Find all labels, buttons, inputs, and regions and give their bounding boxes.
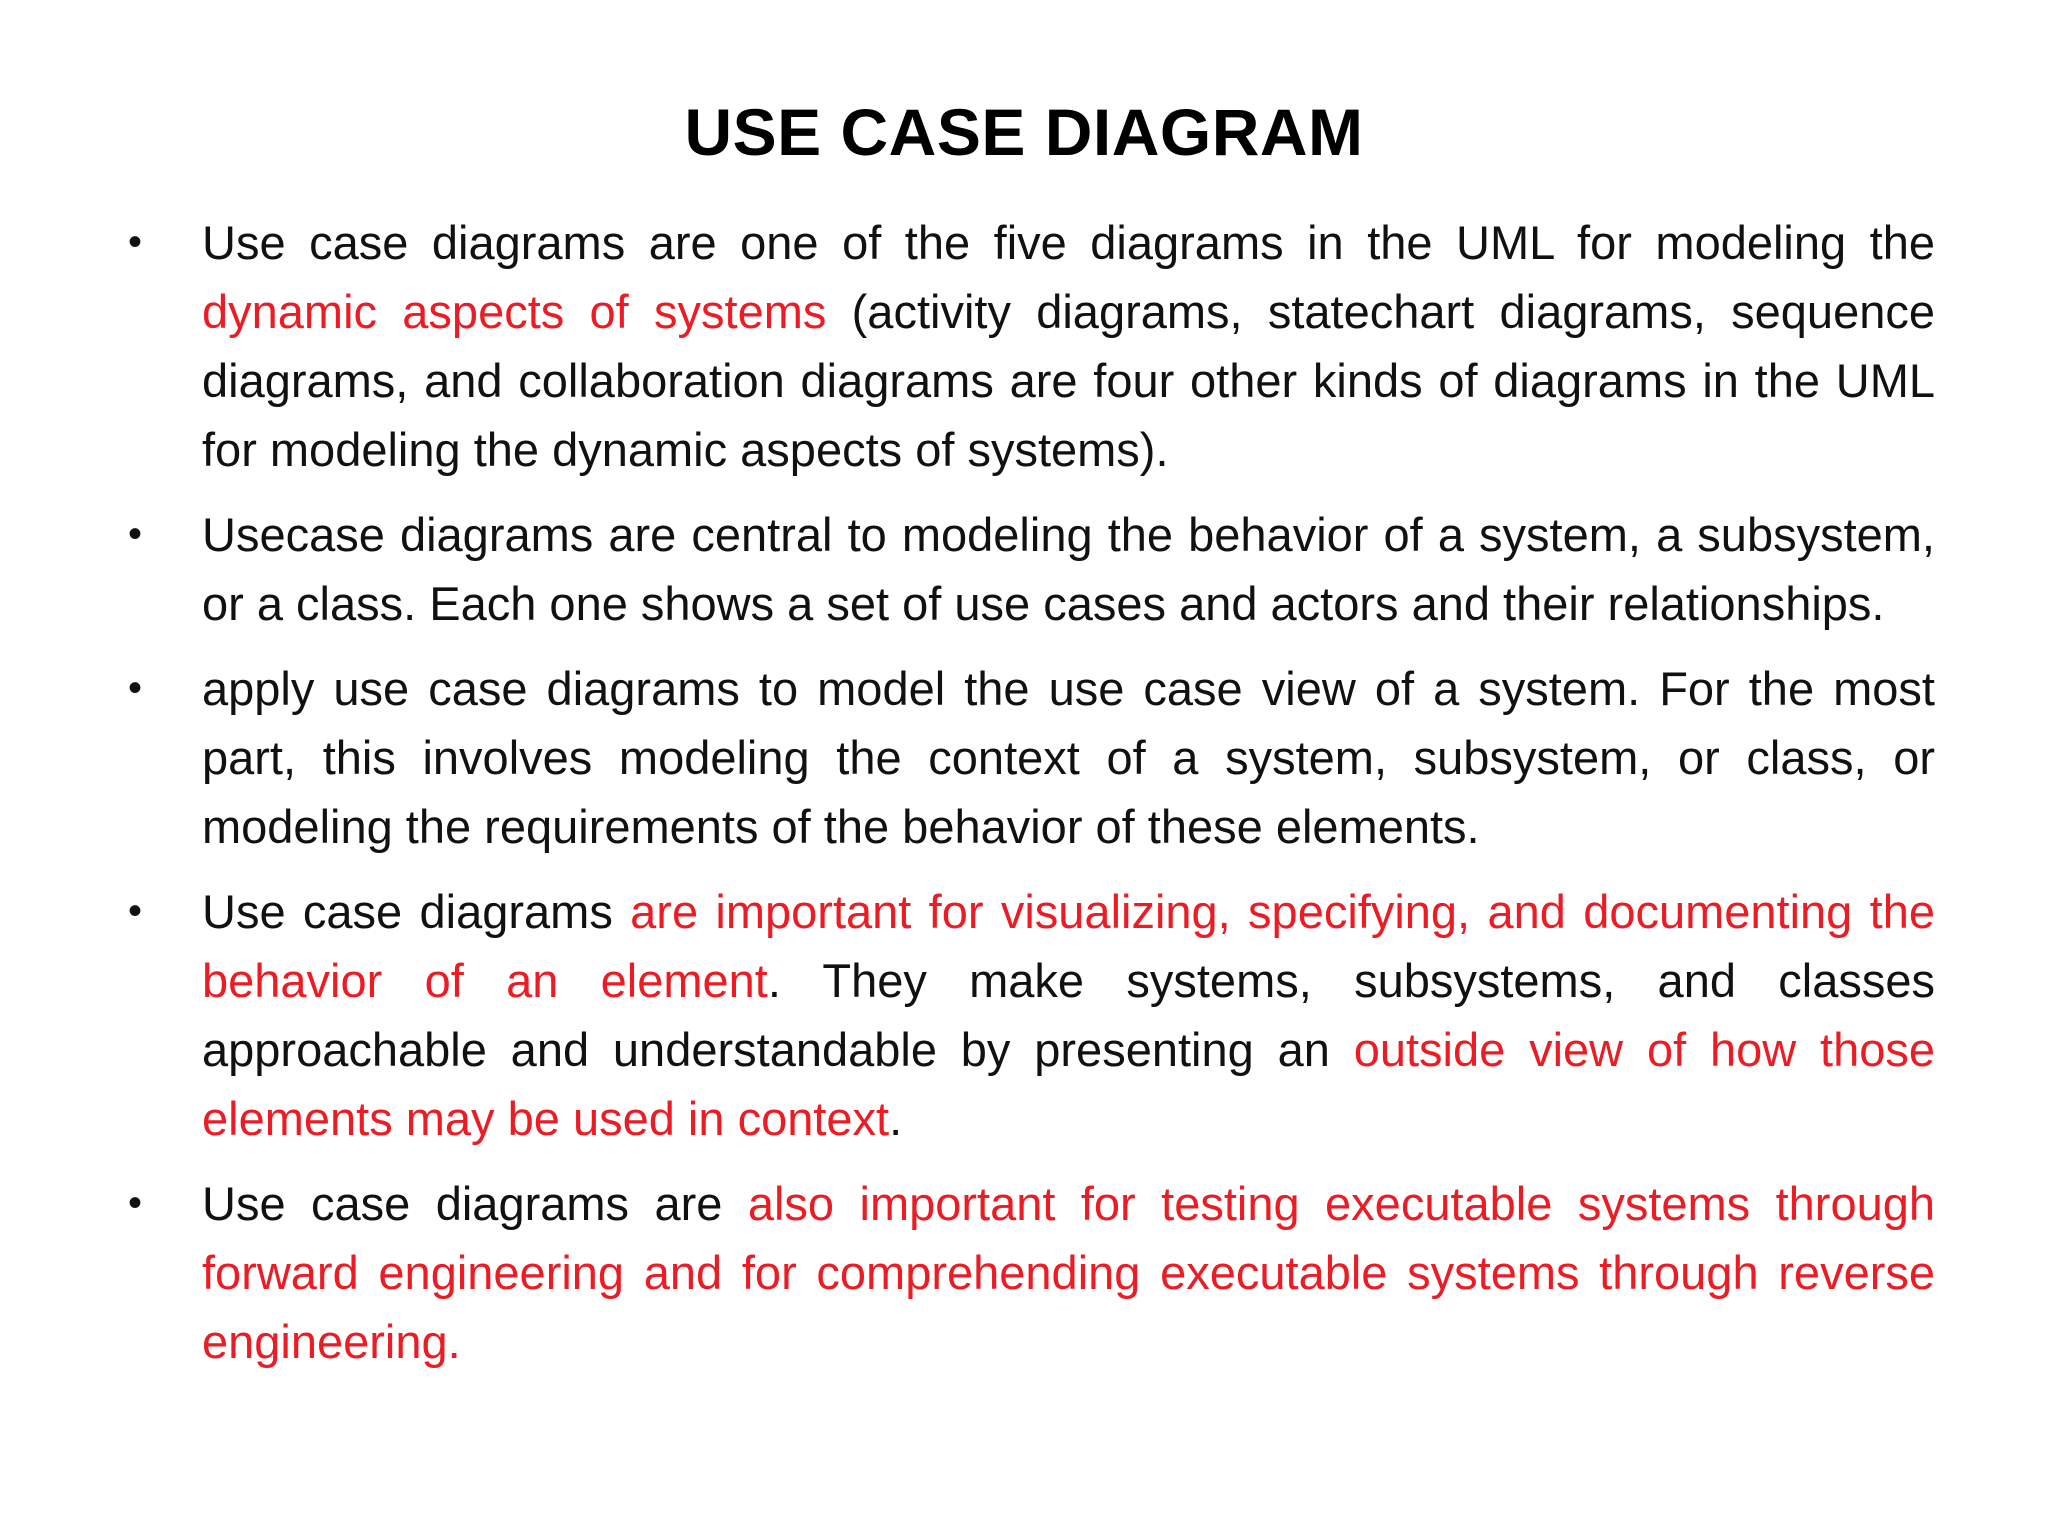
bullet-text-segment: . They make systems, subsystems, and classes approachable and understandable by presenting an bbox=[202, 954, 1935, 1076]
bullet-text-segment: . bbox=[889, 1092, 903, 1145]
bullet-text-segment: Use case diagrams are one of the five diagrams in the UML for modeling the bbox=[202, 216, 1935, 269]
bullet-highlight-segment: dynamic aspects of systems bbox=[202, 285, 827, 338]
bullet-text-segment: Use case diagrams are bbox=[202, 1177, 748, 1230]
bullet-text-segment: (activity diagrams, statechart diagrams, sequence diagrams, and collaboration diagrams are four other kinds of diagrams in the UML for modeling the dynamic aspects of systems). bbox=[202, 285, 1935, 476]
bullet-item bbox=[120, 208, 1935, 484]
bullet-icon: • bbox=[127, 220, 142, 264]
bullet-icon: • bbox=[127, 666, 142, 710]
slide-title: USE CASE DIAGRAM bbox=[684, 95, 1364, 169]
bullet-item bbox=[120, 1169, 1935, 1376]
bullet-icon: • bbox=[127, 1181, 142, 1225]
bullet-item bbox=[120, 500, 1935, 638]
bullet-text-segment: Use case diagrams bbox=[202, 885, 631, 938]
bullet-highlight-segment: outside view of how those elements may be used in context bbox=[202, 1023, 1935, 1145]
bullet-list bbox=[120, 208, 1935, 1392]
bullet-icon: • bbox=[127, 512, 142, 556]
bullet-icon: • bbox=[127, 889, 142, 933]
bullet-highlight-segment: are important for visualizing, specifying, and documenting the behavior of an element bbox=[202, 885, 1935, 1007]
bullet-text-segment: apply use case diagrams to model the use case view of a system. For the most part, this involves modeling the context of a system, subsystem, or class, or modeling the requirements of the behavior of these elements. bbox=[202, 662, 1935, 853]
bullet-item bbox=[120, 877, 1935, 1153]
bullet-item bbox=[120, 654, 1935, 861]
bullet-highlight-segment: also important for testing executable systems through forward engineering and for comprehending executable systems through reverse engineering. bbox=[202, 1177, 1936, 1368]
bullet-text-segment: Usecase diagrams are central to modeling the behavior of a system, a subsystem, or a class. Each one shows a set of use cases and actors and their relationships. bbox=[202, 508, 1935, 630]
